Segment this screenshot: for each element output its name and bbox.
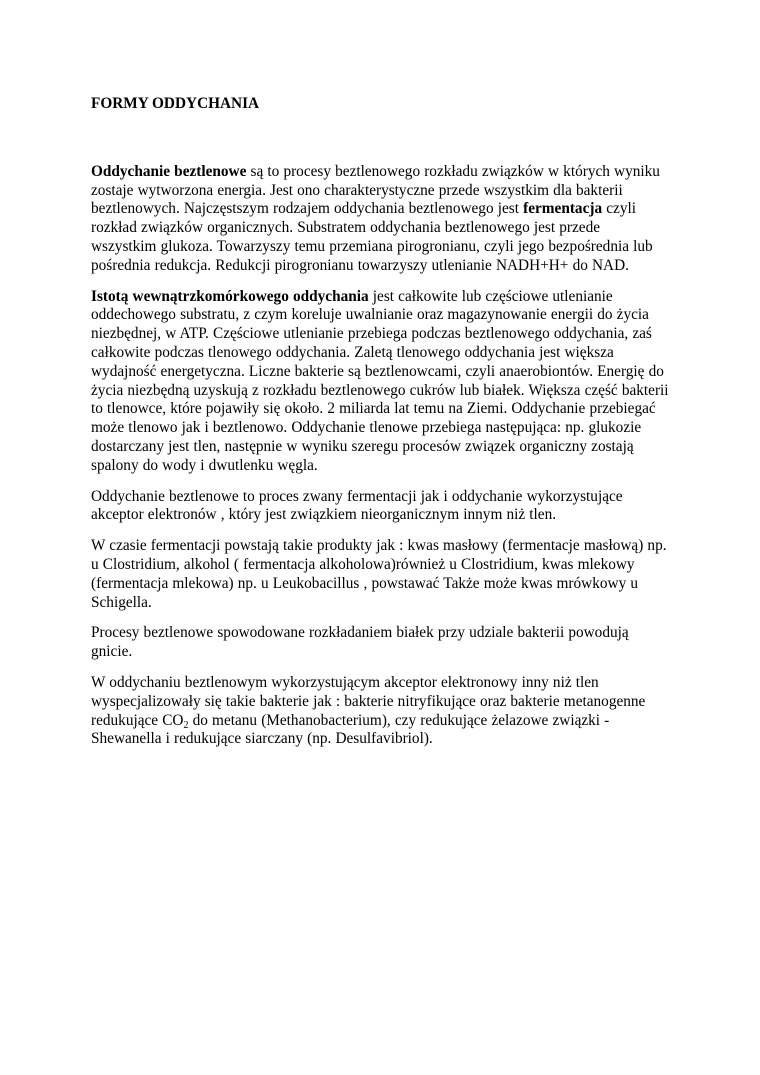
text-run: Oddychanie beztlenowe to proces zwany fermentacji jak i oddychanie wykorzystujące akceptor elektronów , który jest związkiem nieorganicznym innym niż tlen.	[91, 487, 623, 524]
text-run: Procesy beztlenowe spowodowane rozkładaniem białek przy udziale bakterii powodują gnicie.	[91, 624, 629, 661]
paragraph-produkty-fermentacji	[91, 537, 669, 612]
text-run: jest całkowite lub częściowe utlenianie oddechowego substratu, z czym koreluje uwalnianie oraz magazynowanie energii do życia niezbędnej, w ATP. Częściowe utlenianie przebiega podczas beztlenowego oddychania, zaś całkowite podczas tlenowego oddychania. Zaletą tlenowego oddychania jest większa wydajność energetyczna. Liczne bakterie są beztlenowcami, czyli anaerobiontów. Energię do życia niezbędną uzyskują z rozkładu beztlenowego cukrów lub białek. Większa część bakterii to tlenowce, które pojawiły się około. 2 miliarda lat temu na Ziemi. Oddychanie przebiegać może tlenowo jak i beztlenowo. Oddychanie tlenowe przebiega następująca: np. glukozie dostarczany jest tlen, następnie w wyniku szeregu procesów związek organiczny zostają spalony do wody i dwutlenku węgla.	[91, 287, 669, 474]
paragraph-fermentacja-akceptor	[91, 488, 669, 526]
bold-term-istota-wewnatrzkomorkowego-oddychania: Istotą wewnątrzkomórkowego oddychania	[91, 287, 369, 305]
document-title: FORMY ODDYCHANIA	[91, 95, 260, 112]
paragraph-gnicie	[91, 624, 669, 662]
text-run: do metanu (Methanobacterium), czy redukujące żelazowe związki - Shewanella i redukujące siarczany (np. Desulfavibriol).	[91, 711, 610, 748]
paragraph-bakterie-metanogenne	[91, 674, 669, 749]
text-run: czyli rozkład związków organicznych. Substratem oddychania beztlenowego jest przede wszystkim glukoza. Towarzyszy temu przemiana pirogronianu, czyli jego bezpośrednia lub pośrednia redukcja. Redukcji pirogronianu towarzyszy utlenianie NADH+H+ do NAD.	[91, 200, 653, 274]
co2-subscript: 2	[183, 719, 189, 731]
bold-term-oddychanie-beztlenowe: Oddychanie beztlenowe	[91, 162, 247, 180]
text-run: W czasie fermentacji powstają takie produkty jak : kwas masłowy (fermentacje masłową) np. u Clostridium, alkohol ( fermentacja alkoholowa)również u Clostridium, kwas mlekowy (fermentacja mlekowa) np. u Leukobacillus , powstawać Także może kwas mrówkowy u Schigella.	[91, 537, 667, 611]
bold-term-fermentacja: fermentacja	[523, 200, 603, 218]
paragraph-oddychanie-beztlenowe	[91, 163, 669, 276]
text-run: są to procesy beztlenowego rozkładu związków w których wyniku zostaje wytworzona energia. Jest ono charakterystyczne przede wszystkim dla bakterii beztlenowych. Najczęstszym rodzajem oddychania beztlenowego jest	[91, 162, 660, 218]
text-run: W oddychaniu beztlenowym wykorzystującym akceptor elektronowy inny niż tlen wyspecjalizowały się takie bakterie jak : bakterie nitryfikujące oraz bakterie metanogenne redukujące CO	[91, 673, 646, 729]
paragraph-istota-oddychania	[91, 288, 669, 476]
